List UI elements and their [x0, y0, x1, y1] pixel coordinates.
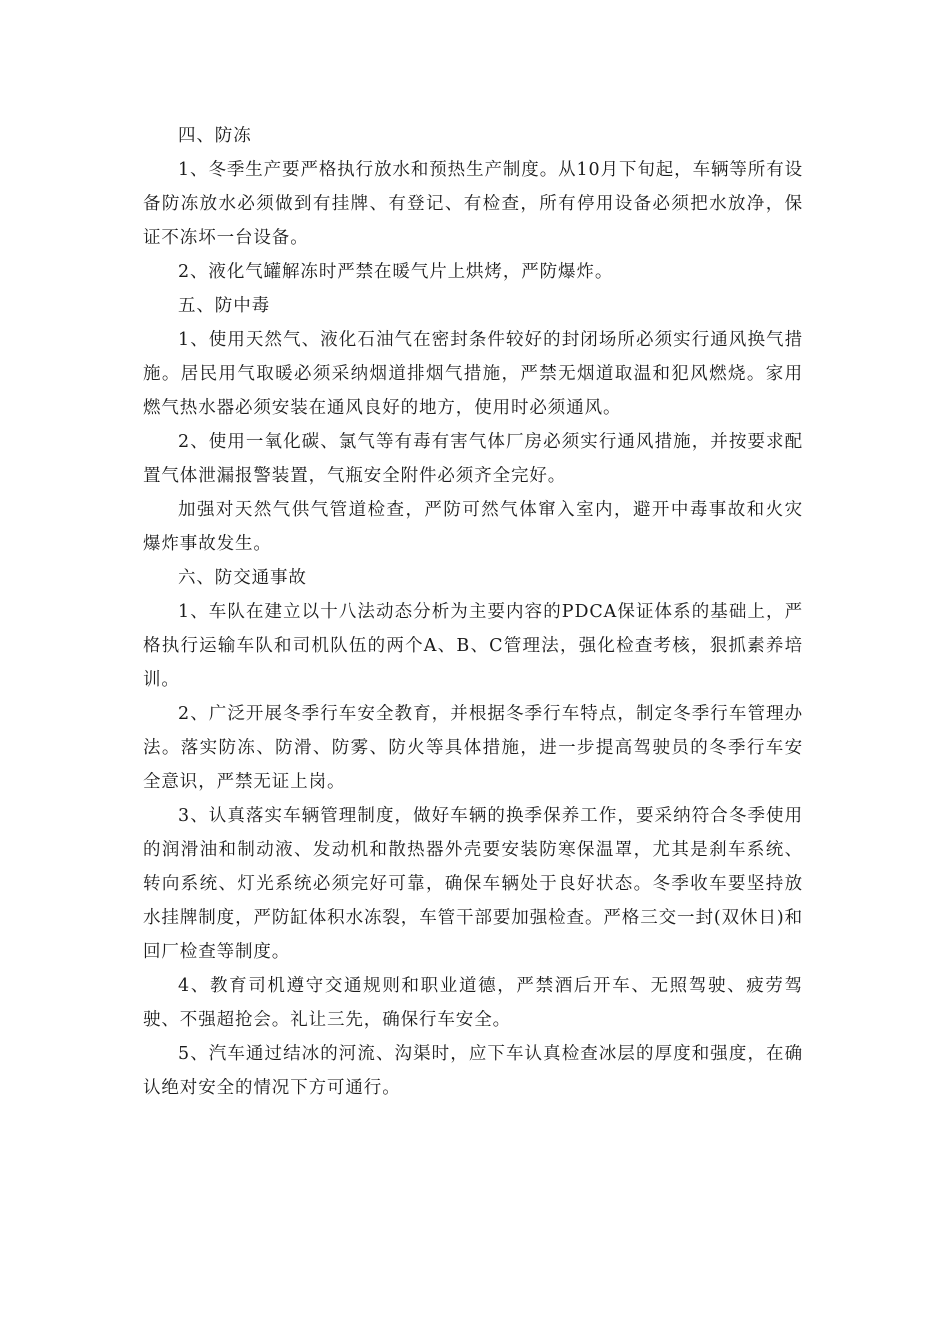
document-body [143, 119, 803, 1105]
paragraph: 1、车队在建立以十八法动态分析为主要内容的PDCA保证体系的基础上，严格执行运输车队和司机队伍的两个A、B、C管理法，强化检查考核，狠抓素养培训。 [143, 602, 803, 690]
section-heading-anti-poisoning: 五、防中毒 [178, 296, 270, 316]
paragraph: 2、广泛开展冬季行车安全教育，并根据冬季行车特点，制定冬季行车管理办法。落实防冻、防滑、防雾、防火等具体措施，进一步提高驾驶员的冬季行车安全意识，严禁无证上岗。 [143, 704, 803, 792]
paragraph: 5、汽车通过结冰的河流、沟渠时，应下车认真检查冰层的厚度和强度，在确认绝对安全的情况下方可通行。 [143, 1044, 803, 1098]
paragraph: 1、使用天然气、液化石油气在密封条件较好的封闭场所必须实行通风换气措施。居民用气取暖必须采纳烟道排烟气措施，严禁无烟道取温和犯风燃烧。家用燃气热水器必须安装在通风良好的地方，使用时必须通风。 [143, 330, 803, 418]
paragraph: 2、液化气罐解冻时严禁在暖气片上烘烤，严防爆炸。 [178, 262, 614, 282]
paragraph: 加强对天然气供气管道检查，严防可然气体窜入室内，避开中毒事故和火灾爆炸事故发生。 [143, 500, 803, 554]
section-heading-antifreeze: 四、防冻 [178, 126, 252, 146]
paragraph: 2、使用一氧化碳、氯气等有毒有害气体厂房必须实行通风措施，并按要求配置气体泄漏报警装置，气瓶安全附件必须齐全完好。 [143, 432, 803, 486]
section-heading-traffic-safety: 六、防交通事故 [178, 568, 307, 588]
paragraph: 3、认真落实车辆管理制度，做好车辆的换季保养工作，要采纳符合冬季使用的润滑油和制动液、发动机和散热器外壳要安装防寒保温罩，尤其是刹车系统、转向系统、灯光系统必须完好可靠，确保车辆处于良好状态。冬季收车要坚持放水挂牌制度，严防缸体积水冻裂，车管干部要加强检查。严格三交一封(双休日)和回厂检查等制度。 [143, 806, 803, 962]
paragraph: 4、教育司机遵守交通规则和职业道德，严禁酒后开车、无照驾驶、疲劳驾驶、不强超抢会。礼让三先，确保行车安全。 [143, 976, 803, 1030]
paragraph: 1、冬季生产要严格执行放水和预热生产制度。从10月下旬起，车辆等所有设备防冻放水必须做到有挂牌、有登记、有检查，所有停用设备必须把水放净，保证不冻坏一台设备。 [143, 160, 803, 248]
